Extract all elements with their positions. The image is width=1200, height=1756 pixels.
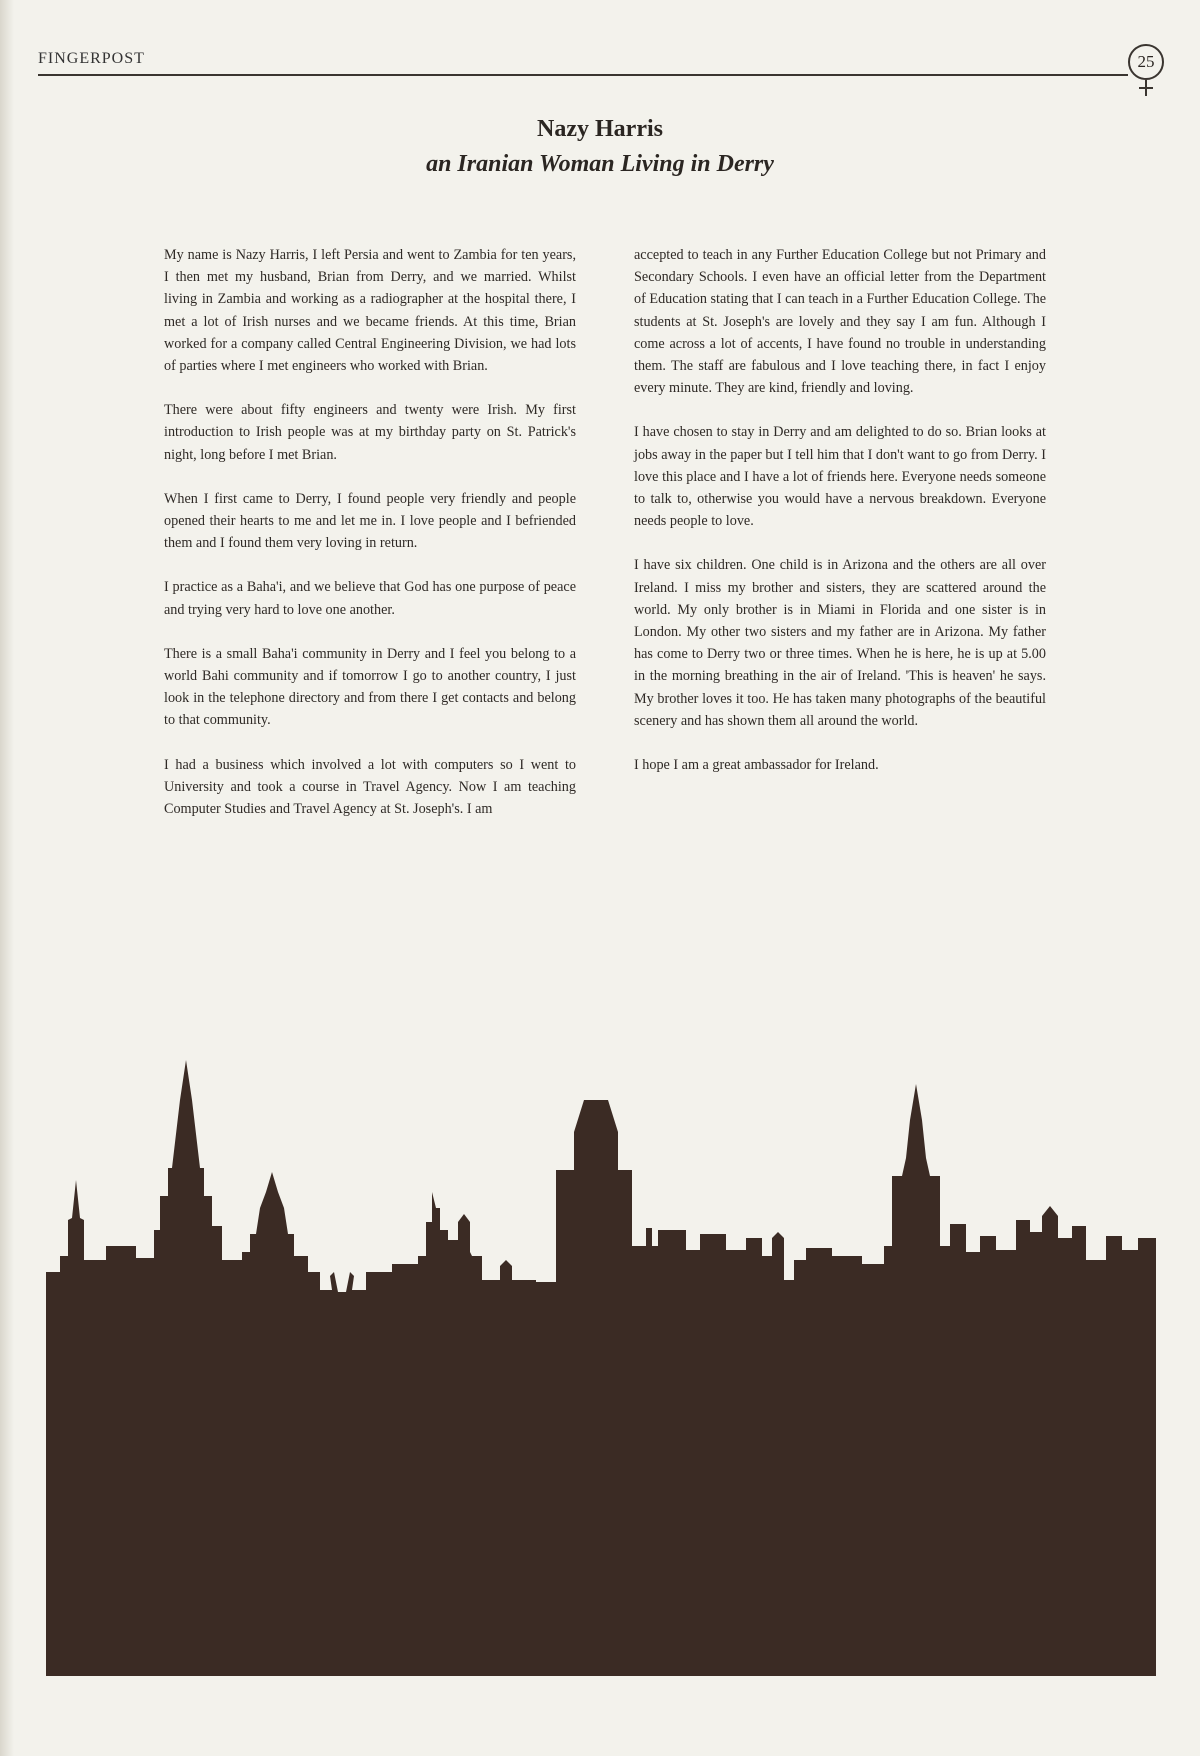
left-column xyxy=(164,244,576,842)
paragraph: I had a business which involved a lot with computers so I went to University and took a course in Travel Agency. Now I am teaching Computer Studies and Travel Agency at St. Joseph's. I am xyxy=(164,756,576,818)
paragraph: There were about fifty engineers and twenty were Irish. My first introduction to Irish people was at my birthday party on St. Patrick's night, long before I met Brian. xyxy=(164,402,576,463)
paragraph: I have six children. One child is in Arizona and the others are all over Ireland. I miss my brother and sisters, they are scattered around the world. My only brother is in Miami in Florida and one sister is in London. My other two sisters and my father are in Arizona. My father has come to Derry two or three times. When he is here, he is up at 5.00 in the morning breathing in the air of Ireland. 'This is heaven' he says. My brother loves it too. He has taken many photographs of the beautiful scenery and has shown them all around the world. xyxy=(634,557,1046,729)
page-number: 25 xyxy=(1128,44,1164,80)
paragraph: My name is Nazy Harris, I left Persia and went to Zambia for ten years, I then met my husband, Brian from Derry, and we married. Whilst living in Zambia and working as a radiographer at the hospital there, I met a lot of Irish nurses and we became friends. At this time, Brian worked for a company called Central Engineering Division, we had lots of parties where I met engineers who worked with Brian. xyxy=(164,247,576,375)
paragraph: I hope I am a great ambassador for Ireland. xyxy=(634,757,879,774)
paragraph: There is a small Baha'i community in Derry and I feel you belong to a world Bahi community and if tomorrow I go to another country, I just look in the telephone directory and from there I get contacts and belong to that community. xyxy=(164,645,576,729)
paragraph: I have chosen to stay in Derry and am delighted to do so. Brian looks at jobs away in the paper but I tell him that I don't want to go from Derry. I love this place and I have a lot of friends here. Everyone needs someone to talk to, otherwise you would have a nervous breakdown. Everyone needs people to love. xyxy=(634,424,1046,530)
page-header xyxy=(38,44,1162,84)
article-title: Nazy Harris xyxy=(537,116,663,142)
derry-skyline-illustration xyxy=(46,1060,1156,1676)
magazine-name: FINGERPOST xyxy=(38,50,145,67)
paragraph: When I first came to Derry, I found people very friendly and people opened their hearts to me and let me in. I love people and I befriended them and I found them very loving in return. xyxy=(164,490,576,552)
header-rule xyxy=(38,74,1128,76)
article-subtitle: an Iranian Woman Living in Derry xyxy=(426,151,774,177)
right-column xyxy=(634,244,1046,798)
title-block xyxy=(0,116,1200,178)
paragraph: accepted to teach in any Further Education College but not Primary and Secondary Schools. I even have an official letter from the Department of Education stating that I can teach in a Further Education College. The students at St. Joseph's are lovely and they say I am fun. Although I come across a lot of accents, I have found no trouble in understanding them. The staff are fabulous and I love teaching there, in fact I enjoy every minute. They are kind, friendly and loving. xyxy=(634,247,1046,397)
paragraph: I practice as a Baha'i, and we believe that God has one purpose of peace and trying very hard to love one another. xyxy=(164,579,576,618)
venus-crossbar xyxy=(1139,87,1153,89)
page-edge xyxy=(0,0,14,1756)
